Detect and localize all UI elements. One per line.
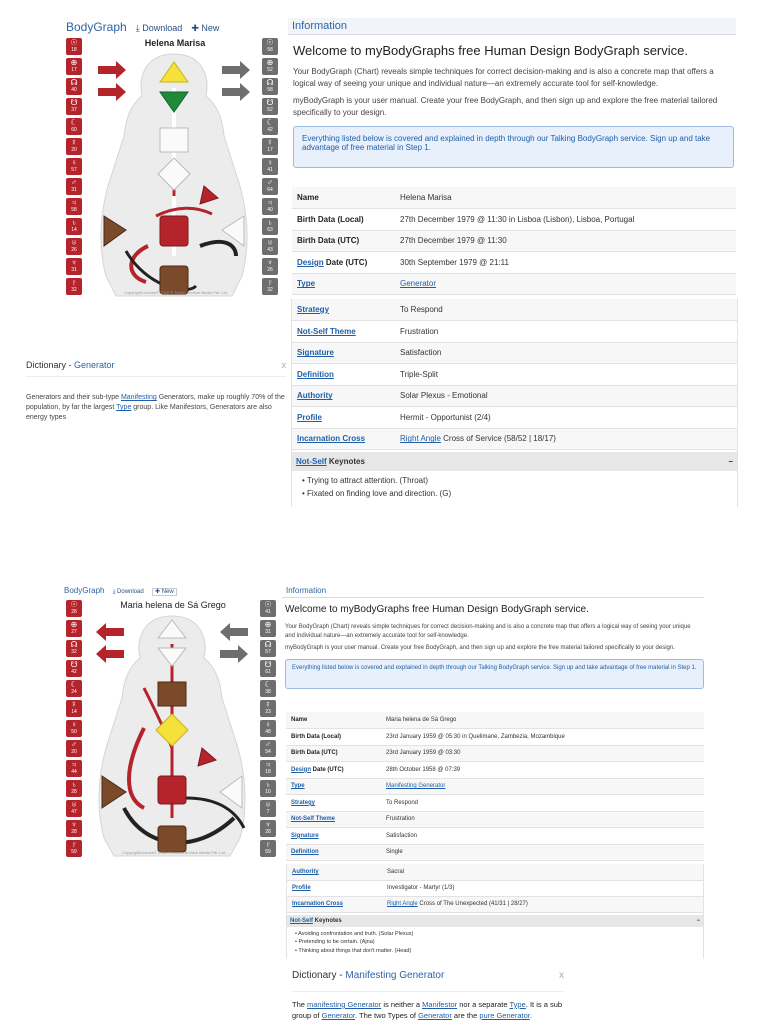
field-value: Helena Marisa <box>400 187 736 209</box>
table-row <box>292 273 736 295</box>
table-row: Birth Data (UTC) 23rd January 1959 @ 03:30 <box>286 745 704 762</box>
planet-icon: ♂ <box>71 178 77 187</box>
keynotes-header[interactable]: Not-Self Keynotes − <box>287 915 703 927</box>
table-row <box>292 299 737 321</box>
field-link[interactable]: Type <box>297 279 316 289</box>
planet-gate[interactable]: ☉ 41 <box>260 600 276 617</box>
dict-link[interactable]: Generator <box>418 1010 452 1020</box>
planet-icon: ♆ <box>267 258 273 267</box>
planet-icon: ☉ <box>264 600 272 609</box>
planet-icon: ♇ <box>71 840 77 849</box>
planet-gate[interactable]: ☊ 57 <box>260 640 276 657</box>
value-link[interactable]: Generator <box>400 279 437 289</box>
planet-icon: ♇ <box>265 840 271 849</box>
bodygraph-header <box>66 20 280 34</box>
planet-icon: ☾ <box>70 680 78 689</box>
list-item: • Trying to attract attention. (Throat) <box>302 475 727 488</box>
table-row <box>287 880 703 896</box>
planet-gate[interactable]: ♆ 28 <box>260 820 276 837</box>
planet-icon: ☊ <box>264 640 272 649</box>
planet-gate[interactable]: ♃ 58 <box>66 198 82 215</box>
table-row <box>292 321 737 343</box>
planet-gate[interactable]: ♀ 41 <box>262 158 278 175</box>
planet-icon: ☉ <box>70 600 78 609</box>
planet-gate[interactable]: ♀ 57 <box>66 158 82 175</box>
planet-gate[interactable]: ♇ 32 <box>262 278 278 295</box>
planet-gate[interactable]: ☿ 14 <box>66 700 82 717</box>
field-value: Right Angle Cross of The Unexpected (41/31 | 28/27) <box>387 896 703 912</box>
planet-gate[interactable]: ♄ 10 <box>260 780 276 797</box>
planet-icon: ♇ <box>267 278 273 287</box>
details-table <box>292 187 736 295</box>
dictionary-text: The manifesting Generator is neither a Manifestor nor a separate Type. It is a sub group of Generator. The two Types of Generator are the pure Generator. <box>292 1000 563 1020</box>
field-link[interactable]: Authority <box>297 391 333 401</box>
arrow-icon <box>222 83 250 101</box>
planet-gate[interactable]: ☾ 38 <box>260 680 276 697</box>
design-planets-column <box>262 38 278 295</box>
information-header: Information <box>288 18 736 35</box>
table-row <box>292 407 737 429</box>
planet-gate[interactable]: ♅ 7 <box>260 800 276 817</box>
table-row <box>292 428 737 450</box>
planet-icon: ☋ <box>264 660 272 669</box>
field-link[interactable]: Profile <box>292 885 311 891</box>
planet-icon: ☊ <box>70 78 78 87</box>
sacral-center <box>158 776 186 804</box>
planet-icon: ♃ <box>71 198 77 207</box>
root-center <box>158 826 186 852</box>
close-icon[interactable]: x <box>559 970 564 981</box>
planet-icon: ♆ <box>71 258 77 267</box>
manual-paragraph: myBodyGraph is your user manual. Create your free BodyGraph, and then sign up and explore the free material tailored specifically to your design. <box>293 96 718 117</box>
planet-gate[interactable]: ♅ 43 <box>262 238 278 255</box>
planet-icon: ♆ <box>265 820 271 829</box>
field-value: Satisfaction <box>386 828 704 845</box>
planet-gate[interactable]: ☾ 42 <box>262 118 278 135</box>
planet-gate[interactable]: ♃ 44 <box>66 760 82 777</box>
planet-gate[interactable]: ☋ 52 <box>262 98 278 115</box>
planet-gate[interactable]: ♂ 54 <box>260 740 276 757</box>
planet-gate[interactable]: ♅ 26 <box>66 238 82 255</box>
arrow-icon <box>96 623 124 641</box>
planet-gate[interactable]: ♃ 40 <box>262 198 278 215</box>
throat-center <box>160 128 188 152</box>
design-planets-column <box>260 600 276 857</box>
planet-icon: ♄ <box>71 218 77 227</box>
table-row: Birth Data (UTC) 27th December 1979 @ 11:30 <box>292 230 736 252</box>
planet-icon: ♀ <box>71 720 77 729</box>
keynotes-header[interactable]: Not-Self Keynotes − <box>292 452 737 471</box>
throat-center <box>158 682 186 706</box>
bodygraph-tab[interactable]: BodyGraph <box>64 586 105 595</box>
list-item: • Thinking about things that don't matter. (Head) <box>295 947 695 956</box>
planet-icon: ☋ <box>266 98 274 107</box>
field-value: Hermit - Opportunist (2/4) <box>400 407 737 429</box>
planet-icon: ♄ <box>265 780 271 789</box>
information-panel <box>288 18 736 176</box>
keynotes-list <box>287 927 703 959</box>
planet-gate[interactable]: ♅ 47 <box>66 800 82 817</box>
table-row: Birth Data (Local) 27th December 1979 @ 11:30 in Lisboa (Lisbon), Lisboa, Portugal <box>292 209 736 231</box>
planet-icon: ☿ <box>71 138 77 147</box>
planet-gate[interactable]: ♆ 31 <box>66 258 82 275</box>
field-value: Triple-Split <box>400 364 737 386</box>
planet-icon: ♄ <box>267 218 273 227</box>
field-value: 30th September 1979 @ 21:11 <box>400 252 736 274</box>
field-value: Maria helena de Sá Grego <box>386 712 704 729</box>
field-value: 27th December 1979 @ 11:30 <box>400 230 736 252</box>
field-value: Frustration <box>400 321 737 343</box>
copyright: Copyright/License© 2018 ® Jovian Archive Media Pte. Ltd. <box>124 290 228 295</box>
table-row <box>292 364 737 386</box>
close-icon[interactable]: x <box>281 360 286 370</box>
field-link[interactable]: Signature <box>291 832 319 839</box>
table-row <box>287 896 703 912</box>
table-row: Name Maria helena de Sá Grego <box>286 712 704 729</box>
table-row <box>292 342 737 364</box>
dict-link[interactable]: Manifestor <box>422 1000 458 1009</box>
notice-box: Everything listed below is covered and explained in depth through our Talking BodyGraph service. Sign up and take advantage of free material in Step 1. <box>293 126 734 168</box>
planet-gate[interactable]: ♆ 26 <box>262 258 278 275</box>
field-value: To Respond <box>400 299 737 321</box>
field-link[interactable]: Design <box>297 257 324 267</box>
planet-gate[interactable]: ♇ 59 <box>66 840 82 857</box>
arrow-icon <box>220 623 248 641</box>
intro-paragraph: Your BodyGraph (Chart) reveals simple techniques for correct decision-making and is also a concrete map that offers a logical way of seeing your unique and individual nature—an extremely accurate tool for self-knowledge. <box>293 67 714 88</box>
value-link[interactable]: Manifesting Generator <box>386 783 446 790</box>
planet-icon: ♃ <box>267 198 273 207</box>
planet-gate[interactable]: ☋ 42 <box>66 660 82 677</box>
planet-icon: ☿ <box>71 700 77 709</box>
planet-icon: ☾ <box>266 118 274 127</box>
arrow-icon <box>96 645 124 663</box>
bodygraph-chart-2 <box>64 598 282 860</box>
planet-icon: ♃ <box>71 760 77 769</box>
planet-gate[interactable]: ☉ 28 <box>66 600 82 617</box>
list-item: • Fixated on finding love and direction. (G) <box>302 488 727 501</box>
dict-link[interactable]: Type <box>509 1000 526 1009</box>
planet-icon: ☾ <box>70 118 78 127</box>
planet-gate[interactable]: ☾ 60 <box>66 118 82 135</box>
copyright: Copyright/License© 2018 ® Jovian Archive Media Pte. Ltd. <box>122 850 226 855</box>
planet-icon: ☿ <box>267 138 273 147</box>
field-value <box>400 273 736 295</box>
field-link[interactable]: Not-Self Theme <box>297 326 356 336</box>
value-link[interactable]: Right Angle <box>400 434 441 444</box>
field-link[interactable]: Type <box>291 783 305 790</box>
planet-icon: ⊕ <box>70 58 78 67</box>
planet-gate[interactable]: ♃ 18 <box>260 760 276 777</box>
planet-icon: ☾ <box>264 680 272 689</box>
field-link[interactable]: Definition <box>291 849 319 856</box>
planet-gate[interactable]: ♄ 28 <box>66 780 82 797</box>
table-row <box>286 795 704 812</box>
planet-icon: ♇ <box>71 278 77 287</box>
sacral-center <box>160 216 188 246</box>
dict-link[interactable]: Type <box>116 404 132 412</box>
field-link[interactable]: Strategy <box>291 799 316 806</box>
field-value: 28th October 1958 @ 07:39 <box>386 762 704 779</box>
notice-box: Everything listed below is covered and explained in depth through our Talking BodyGraph service. Sign up and take advantage of free material in Step 1. <box>285 659 704 689</box>
table-row: Design Date (UTC) 28th October 1958 @ 07:39 <box>286 762 704 779</box>
keynotes-list <box>292 471 737 507</box>
planet-icon: ♅ <box>267 238 273 247</box>
field-link[interactable]: Strategy <box>297 305 330 314</box>
personality-planets-column <box>66 600 82 857</box>
planet-icon: ☋ <box>70 660 78 669</box>
field-link[interactable]: Incarnation Cross <box>297 434 366 444</box>
planet-gate[interactable]: ♇ 32 <box>66 278 82 295</box>
field-link[interactable]: Profile <box>297 412 322 422</box>
intro-paragraph: Your BodyGraph (Chart) reveals simple techniques for correct decision-making and is also a concrete map that offers a logical way of seeing your unique and individual nature—an extremely accurate tool for self-knowledge. <box>285 624 691 639</box>
planet-icon: ♃ <box>265 760 271 769</box>
list-item: • Avoiding confrontation and truth. (Solar Plexus) <box>295 930 695 939</box>
dict-link[interactable]: Generator <box>321 1010 355 1020</box>
planet-gate[interactable]: ♆ 28 <box>66 820 82 837</box>
planet-gate[interactable]: ♄ 63 <box>262 218 278 235</box>
field-value: Single <box>386 844 704 861</box>
planet-gate[interactable]: ☊ 58 <box>262 78 278 95</box>
planet-gate[interactable]: ☊ 32 <box>66 640 82 657</box>
planet-icon: ⊕ <box>264 620 272 629</box>
planet-gate[interactable]: ☋ 37 <box>66 98 82 115</box>
bodygraph-tab[interactable]: BodyGraph <box>66 20 127 34</box>
dict-link[interactable]: manifesting Generator <box>307 1000 382 1009</box>
person-name: Maria helena de Sá Grego <box>120 600 226 610</box>
dict-link[interactable]: Manifesting <box>120 394 157 401</box>
planet-gate[interactable]: ♇ 59 <box>260 840 276 857</box>
arrow-icon <box>98 83 126 101</box>
dictionary-term: Manifesting Generator <box>345 970 445 981</box>
new-button[interactable]: ✚ New <box>152 588 177 596</box>
field-value: To Respond <box>386 795 704 812</box>
person-name: Helena Marisa <box>144 38 206 48</box>
bodygraph-svg <box>86 46 262 298</box>
not-self-link[interactable]: Not-Self <box>290 917 313 924</box>
planet-gate[interactable]: ♂ 64 <box>262 178 278 195</box>
field-link[interactable]: Signature <box>297 348 334 358</box>
welcome-heading: Welcome to myBodyGraphs free Human Design BodyGraph service. <box>285 604 589 615</box>
manual-paragraph: myBodyGraph is your user manual. Create your free BodyGraph, and then sign up and explore the free material tailored specifically to your design. <box>285 645 675 652</box>
download-button[interactable]: ⤓ Download <box>112 589 144 595</box>
planet-gate[interactable]: ☉ 58 <box>262 38 278 55</box>
arrow-icon <box>98 61 126 79</box>
table-row: Birth Data (Local) 23rd January 1959 @ 05:30 in Quelimane, Zambezia, Mozambique <box>286 729 704 746</box>
planet-gate[interactable]: ☿ 23 <box>260 700 276 717</box>
planet-icon: ♅ <box>71 800 77 809</box>
planet-icon: ⊕ <box>266 58 274 67</box>
planet-gate[interactable]: ♀ 48 <box>260 720 276 737</box>
table-row <box>286 844 704 861</box>
planet-icon: ♀ <box>265 720 271 729</box>
not-self-link[interactable]: Not-Self <box>296 457 327 466</box>
field-value: Right Angle Cross of Service (58/52 | 18/17) <box>400 428 737 450</box>
planet-gate[interactable]: ♄ 14 <box>66 218 82 235</box>
planet-icon: ☊ <box>70 640 78 649</box>
collapse-icon[interactable]: − <box>696 917 700 924</box>
table-row <box>292 385 737 407</box>
dictionary-panel-2: Dictionary - Manifesting Generator x The manifesting Generator is neither a Manifestor nor a separate Type. It is a sub group of Generator. The two Types of Generator are the pure Generator. <box>292 970 564 1020</box>
field-link[interactable]: Incarnation Cross <box>292 901 344 907</box>
planet-gate[interactable]: ☿ 20 <box>66 138 82 155</box>
new-button[interactable]: ✚ New <box>191 23 220 33</box>
field-value <box>386 778 704 795</box>
planet-gate[interactable]: ⊕ 17 <box>66 58 82 75</box>
field-value: Solar Plexus - Emotional <box>400 385 737 407</box>
planet-gate[interactable]: ☊ 40 <box>66 78 82 95</box>
arrow-icon <box>222 61 250 79</box>
information-panel-2 <box>282 584 704 695</box>
planet-gate[interactable]: ☋ 61 <box>260 660 276 677</box>
field-value: 27th December 1979 @ 11:30 in Lisboa (Lisbon), Lisboa, Portugal <box>400 209 736 231</box>
planet-gate[interactable]: ♂ 31 <box>66 178 82 195</box>
dict-link[interactable]: pure Generator <box>479 1010 530 1020</box>
list-item: • Pretending to be certain. (Ajna) <box>295 938 695 947</box>
planet-gate[interactable]: ⊕ 31 <box>260 620 276 637</box>
bodygraph-header-2 <box>64 586 282 596</box>
arrow-icon <box>220 645 248 663</box>
field-value: Sacral <box>387 864 703 880</box>
bodygraph-svg <box>84 608 260 858</box>
field-value: 23rd January 1959 @ 03:30 <box>386 745 704 762</box>
planet-icon: ♂ <box>71 740 77 749</box>
personality-planets-column <box>66 38 82 295</box>
field-link[interactable]: Authority <box>292 868 319 875</box>
planet-icon: ☉ <box>70 38 78 47</box>
planet-icon: ♄ <box>71 780 77 789</box>
planet-gate[interactable]: ☉ 18 <box>66 38 82 55</box>
table-row: Design Date (UTC) 30th September 1979 @ 21:11 <box>292 252 736 274</box>
planet-icon: ♅ <box>265 800 271 809</box>
planet-icon: ☋ <box>70 98 78 107</box>
planet-gate[interactable]: ⊕ 27 <box>66 620 82 637</box>
planet-gate[interactable]: ☾ 24 <box>66 680 82 697</box>
planet-icon: ♂ <box>267 178 273 187</box>
information-header: Information <box>282 584 704 598</box>
details-table-2 <box>291 299 738 507</box>
planet-icon: ♀ <box>267 158 273 167</box>
dictionary-text: Generators and their sub-type Manifesting Generators, make up roughly 70% of the population, by far the largest Type group. Like Manifestors, Generators are also energy types <box>26 394 285 422</box>
planet-icon: ☉ <box>266 38 274 47</box>
table-row <box>287 864 703 880</box>
field-value: Satisfaction <box>400 342 737 364</box>
download-button[interactable]: ⤓ Download <box>135 23 183 33</box>
field-link[interactable]: Definition <box>297 369 334 379</box>
planet-gate[interactable]: ♀ 50 <box>66 720 82 737</box>
planet-icon: ⊕ <box>70 620 78 629</box>
planet-icon: ♅ <box>71 238 77 247</box>
planet-icon: ☿ <box>265 700 271 709</box>
planet-icon: ☊ <box>266 78 274 87</box>
collapse-icon[interactable]: − <box>728 457 733 466</box>
details-table-4 <box>286 864 704 959</box>
planet-icon: ♀ <box>71 158 77 167</box>
dictionary-term: Generator <box>74 360 115 370</box>
field-value: Frustration <box>386 811 704 828</box>
field-link[interactable]: Not-Self Theme <box>291 816 336 823</box>
details-table-3 <box>286 712 704 861</box>
table-row <box>286 828 704 845</box>
planet-gate[interactable]: ☿ 17 <box>262 138 278 155</box>
planet-icon: ♆ <box>71 820 77 829</box>
field-value: Investigator - Martyr (1/3) <box>387 880 703 896</box>
table-row: Name Helena Marisa <box>292 187 736 209</box>
planet-gate[interactable]: ⊕ 52 <box>262 58 278 75</box>
table-row <box>286 778 704 795</box>
field-value: 23rd January 1959 @ 05:30 in Quelimane, Zambezia, Mozambique <box>386 729 704 746</box>
bodygraph-chart <box>66 36 284 300</box>
field-link[interactable]: Design <box>291 766 312 773</box>
planet-gate[interactable]: ♂ 20 <box>66 740 82 757</box>
value-link[interactable]: Right Angle <box>387 901 418 907</box>
table-row <box>286 811 704 828</box>
planet-icon: ♂ <box>265 740 271 749</box>
dictionary-panel: Dictionary - Generator x Generators and their sub-type Manifesting Generators, make up roughly 70% of the population, by far the largest Type group. Like Manifestors, Generators are also energy types <box>26 360 286 423</box>
welcome-heading: Welcome to myBodyGraphs free Human Design BodyGraph service. <box>293 43 688 58</box>
